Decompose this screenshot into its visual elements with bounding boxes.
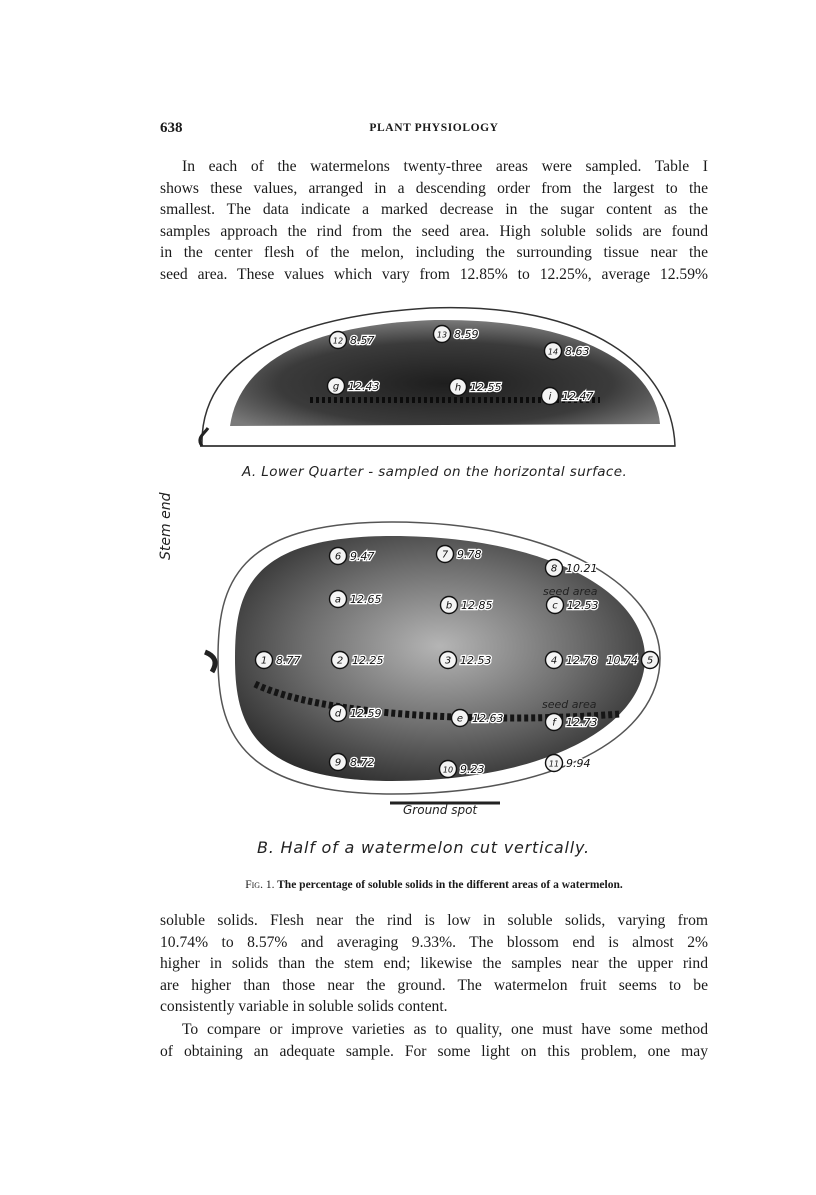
sample-id: 11 bbox=[548, 759, 560, 769]
ground-spot-label: Ground spot bbox=[403, 803, 478, 817]
quarter-sample-marker bbox=[328, 378, 380, 395]
sample-value: 12.63 bbox=[472, 712, 504, 725]
half-sample-marker bbox=[437, 546, 482, 563]
seed-area-label: seed area bbox=[542, 698, 597, 711]
stem-end-label: Stem end bbox=[158, 492, 174, 560]
sample-id: 4 bbox=[550, 655, 558, 667]
half-sample-marker bbox=[256, 652, 301, 669]
sample-id: 5 bbox=[646, 655, 654, 667]
sample-id: d bbox=[334, 708, 342, 720]
text-line: To compare or improve varieties as to quality, one must have some method bbox=[182, 1021, 708, 1038]
watermelon-drawing bbox=[160, 296, 708, 866]
watermelon-figure bbox=[160, 296, 708, 866]
sample-id: c bbox=[552, 600, 558, 612]
text-line: smallest. The data indicate a marked decrease in the sugar content as the bbox=[160, 201, 708, 218]
sample-id: 14 bbox=[547, 347, 559, 357]
text-line: higher in solids than the stem end; likewise the samples near the upper rind bbox=[160, 955, 708, 972]
stem-nub bbox=[200, 428, 208, 446]
sample-id: 8 bbox=[550, 563, 558, 575]
sample-value: 9.23 bbox=[460, 763, 485, 776]
page-number: 638 bbox=[160, 120, 183, 136]
half-sample-marker bbox=[546, 652, 598, 669]
half-sample-marker bbox=[330, 754, 375, 771]
sample-id: 10 bbox=[442, 765, 454, 775]
sample-id: g bbox=[332, 381, 340, 393]
sample-value: 12.55 bbox=[470, 381, 502, 394]
text-line: 10.74% to 8.57% and averaging 9.33%. The blossom end is almost 2% bbox=[160, 933, 708, 951]
sample-id: 7 bbox=[441, 549, 449, 561]
sample-id: 9 bbox=[334, 757, 342, 769]
sample-value: 8.77 bbox=[276, 654, 301, 667]
sample-id: 2 bbox=[336, 655, 344, 667]
quarter-sample-marker bbox=[450, 379, 502, 396]
sample-value: 10.21 bbox=[566, 562, 598, 575]
half-sample-marker bbox=[546, 755, 591, 772]
half-sample-marker bbox=[440, 652, 492, 669]
text-line: shows these values, arranged in a descending order from the largest to the bbox=[160, 179, 708, 197]
sample-value: 12.85 bbox=[461, 599, 493, 612]
figure-caption bbox=[160, 879, 708, 891]
sample-value: 8.59 bbox=[454, 328, 479, 341]
half-sample-marker bbox=[607, 652, 659, 669]
sample-id: 6 bbox=[334, 551, 342, 563]
half-caption: B. Half of a watermelon cut vertically. bbox=[257, 838, 590, 857]
sample-id: 13 bbox=[436, 330, 448, 340]
seed-area-label: seed area bbox=[543, 585, 598, 598]
sample-value: 12.25 bbox=[352, 654, 384, 667]
sample-id: a bbox=[334, 594, 342, 606]
text-line: seed area. These values which vary from 12.85% to 12.25%, average 12.59% bbox=[160, 265, 708, 283]
sample-value: 8.57 bbox=[350, 334, 375, 347]
half-sample-marker bbox=[546, 714, 598, 731]
text-line: In each of the watermelons twenty-three areas were sampled. Table I bbox=[182, 158, 708, 175]
half-sample-marker bbox=[441, 597, 493, 614]
page-header bbox=[160, 120, 708, 140]
sample-value: 9.78 bbox=[457, 548, 482, 561]
half-sample-marker bbox=[452, 710, 504, 727]
sample-value: 12.73 bbox=[566, 716, 598, 729]
sample-value: 9.47 bbox=[350, 550, 375, 563]
quarter-sample-marker bbox=[434, 326, 479, 343]
sample-id: h bbox=[454, 382, 462, 394]
sample-id: e bbox=[456, 713, 464, 725]
sample-id: f bbox=[552, 717, 556, 729]
half-sample-marker bbox=[330, 591, 382, 608]
half-sample-marker bbox=[547, 597, 599, 614]
sample-value: 12.53 bbox=[460, 654, 492, 667]
sample-value: 12.78 bbox=[566, 654, 598, 667]
sample-id: 12 bbox=[332, 336, 344, 346]
paragraph-3 bbox=[160, 1019, 708, 1062]
half-sample-marker bbox=[440, 761, 485, 778]
half-sample-marker bbox=[330, 705, 382, 722]
sample-value: 12.47 bbox=[562, 390, 594, 403]
text-line: in the center flesh of the melon, including the surrounding tissue near the bbox=[160, 244, 708, 261]
text-line: consistently variable in soluble solids content. bbox=[160, 998, 448, 1015]
stem-piece bbox=[205, 652, 215, 672]
sample-value: 12.53 bbox=[567, 599, 599, 612]
sample-value: 9.94 bbox=[566, 757, 591, 770]
quarter-sample-marker bbox=[330, 332, 375, 349]
half-sample-marker bbox=[330, 548, 375, 565]
sample-value: 8.72 bbox=[350, 756, 375, 769]
text-line: samples approach the rind from the seed area. High soluble solids are found bbox=[160, 222, 708, 240]
figure-number: Fig. 1. bbox=[245, 879, 275, 891]
figure-caption-text: The percentage of soluble solids in the different areas of a watermelon. bbox=[277, 879, 623, 891]
sample-value: 12.43 bbox=[348, 380, 380, 393]
sample-value: 12.65 bbox=[350, 593, 382, 606]
paragraph-1 bbox=[160, 156, 708, 285]
quarter-sample-marker bbox=[545, 343, 590, 360]
half-sample-marker bbox=[546, 560, 598, 577]
half-sample-marker bbox=[332, 652, 384, 669]
paragraph-2 bbox=[160, 910, 708, 1018]
sample-value: 12.59 bbox=[350, 707, 382, 720]
sample-value: 8.63 bbox=[565, 345, 590, 358]
sample-value: 10.74 bbox=[606, 654, 638, 667]
text-line: soluble solids. Flesh near the rind is low in soluble solids, varying from bbox=[160, 912, 708, 929]
sample-id: i bbox=[548, 391, 552, 403]
quarter-caption: A. Lower Quarter - sampled on the horizontal surface. bbox=[242, 464, 628, 480]
sample-id: b bbox=[445, 600, 453, 612]
text-line: are higher than those near the ground. The watermelon fruit seems to be bbox=[160, 976, 708, 994]
sample-id: 1 bbox=[260, 655, 268, 667]
sample-id: 3 bbox=[444, 655, 452, 667]
running-title: PLANT PHYSIOLOGY bbox=[369, 122, 499, 134]
quarter-sample-marker bbox=[542, 388, 594, 405]
text-line: of obtaining an adequate sample. For some light on this problem, one may bbox=[160, 1042, 708, 1060]
